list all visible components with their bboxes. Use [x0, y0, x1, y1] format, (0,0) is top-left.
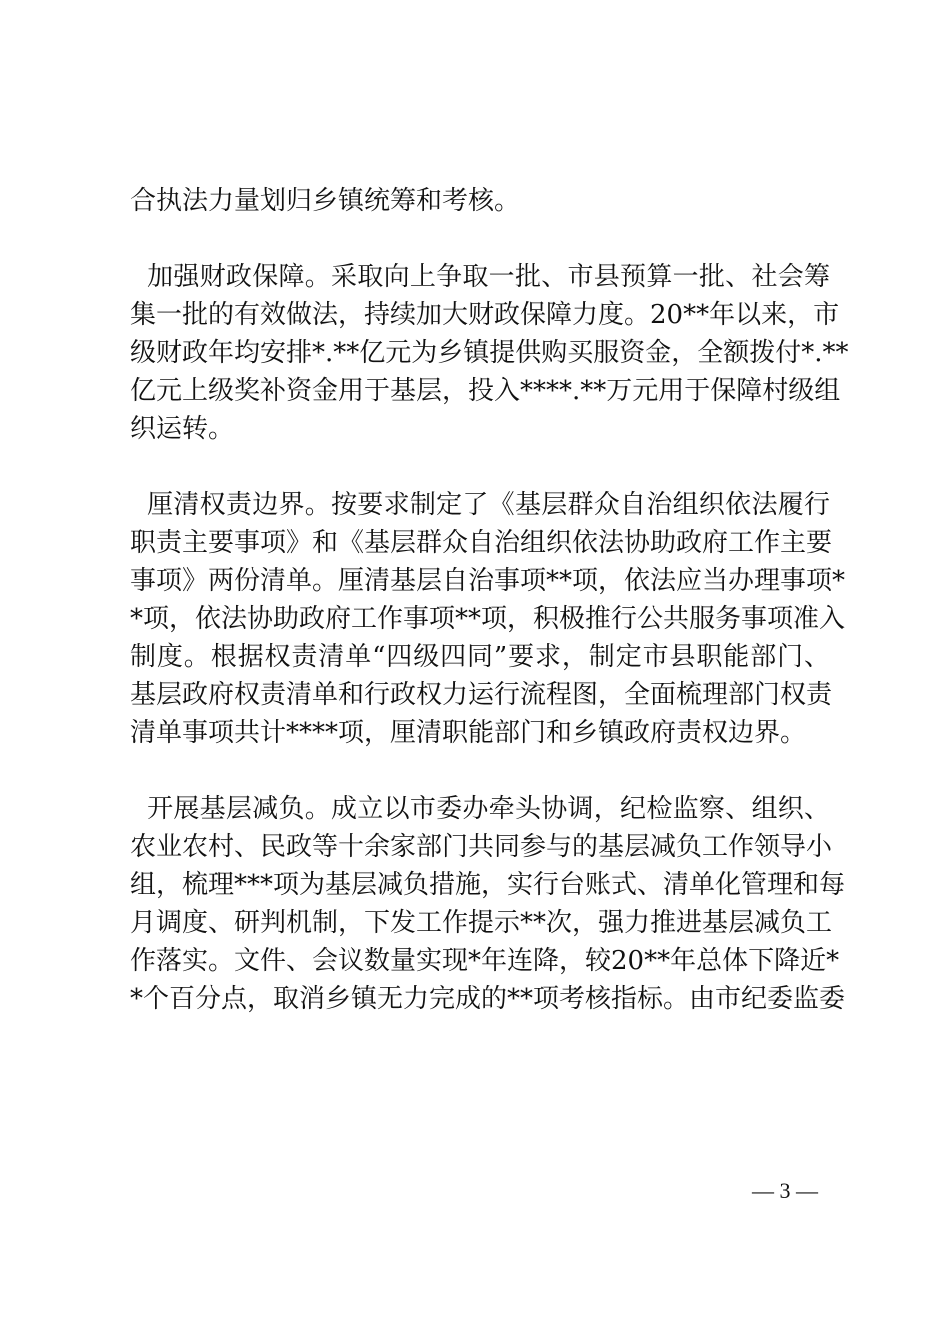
- text-line: 农业农村、民政等十余家部门共同参与的基层减负工作领导小: [130, 832, 833, 862]
- text-line: 亿元上级奖补资金用于基层，投入****.**万元用于保障村级组: [130, 376, 841, 406]
- page-number: — 3 —: [752, 1178, 818, 1203]
- text-line: 事项》两份清单。厘清基层自治事项**项，依法应当办理事项*: [130, 566, 846, 596]
- text-line: 月调度、研判机制，下发工作提示**次，强力推进基层减负工: [130, 908, 833, 938]
- text-line: 基层政府权责清单和行政权力运行流程图，全面梳理部门权责: [130, 680, 833, 710]
- text-line: 作落实。文件、会议数量实现*年连降，较20**年总体下降近*: [130, 946, 840, 976]
- paragraph-1: [130, 182, 830, 220]
- paragraph-4: [130, 790, 846, 1018]
- text-line: 厘清权责边界。按要求制定了《基层群众自治组织依法履行: [130, 490, 830, 520]
- paragraph-2: [130, 258, 849, 448]
- text-line: 集一批的有效做法，持续加大财政保障力度。20**年以来，市: [130, 300, 840, 330]
- text-line: 加强财政保障。采取向上争取一批、市县预算一批、社会筹: [130, 262, 830, 292]
- text-line: 制度。根据权责清单“四级四同”要求，制定市县职能部门、: [130, 642, 830, 672]
- text-line: 职责主要事项》和《基层群众自治组织依法协助政府工作主要: [130, 528, 833, 558]
- text-line: 合执法力量划归乡镇统筹和考核。: [130, 186, 521, 216]
- text-line: 清单事项共计****项，厘清职能部门和乡镇政府责权边界。: [130, 718, 807, 748]
- text-line: *个百分点，取消乡镇无力完成的**项考核指标。由市纪委监委: [130, 984, 846, 1014]
- text-line: 织运转。: [130, 414, 235, 444]
- document-body: [130, 182, 849, 1018]
- paragraph-gap: [130, 448, 830, 486]
- paragraph-gap: [130, 220, 830, 258]
- paragraph-gap: [130, 752, 830, 790]
- text-line: 开展基层减负。成立以市委办牵头协调，纪检监察、组织、: [130, 794, 830, 824]
- paragraph-3: [130, 486, 846, 752]
- text-line: 级财政年均安排*.**亿元为乡镇提供购买服资金，全额拨付*.**: [130, 338, 849, 368]
- text-line: 组，梳理***项为基层减负措施，实行台账式、清单化管理和每: [130, 870, 846, 900]
- text-line: *项，依法协助政府工作事项**项，积极推行公共服务事项准入: [130, 604, 846, 634]
